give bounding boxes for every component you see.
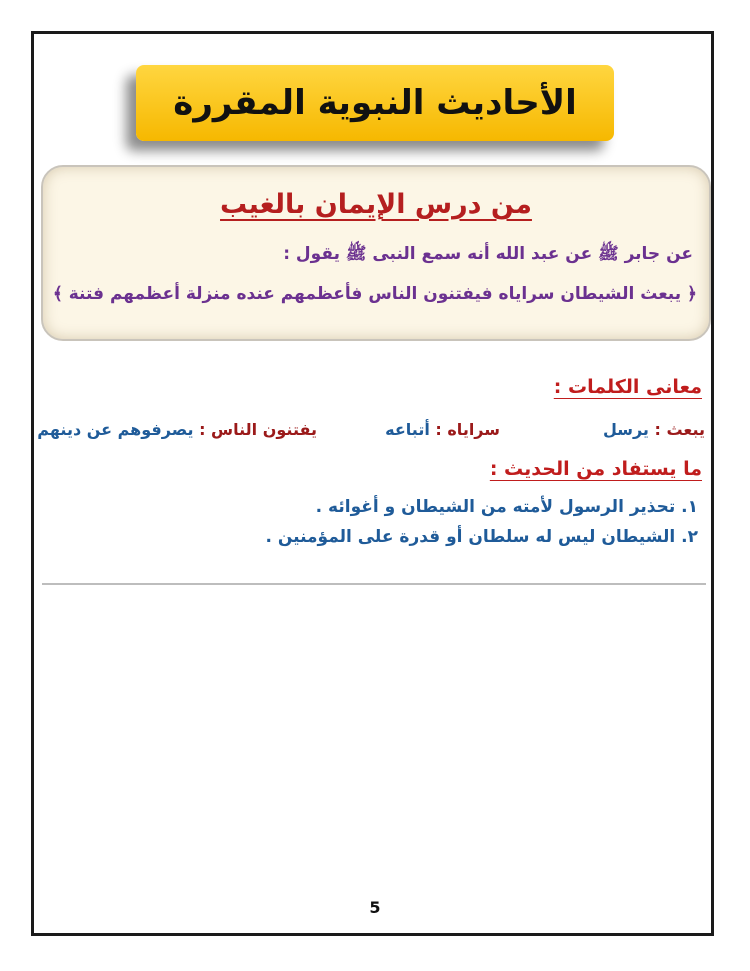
divider bbox=[42, 583, 706, 585]
lesson-title: من درس الإيمان بالغيب bbox=[220, 189, 532, 220]
lessons-heading: ما يستفاد من الحديث : bbox=[489, 458, 702, 480]
hadith-narration: عن جابر ﷺ عن عبد الله أنه سمع النبى ﷺ يقول : bbox=[283, 244, 693, 264]
vocab-meaning: يرسل bbox=[602, 420, 649, 439]
vocab-meaning: أتباعه bbox=[385, 420, 430, 439]
vocab-meaning: يصرفوهم عن دينهم bbox=[37, 420, 194, 439]
vocab-term: يفتنون الناس : bbox=[199, 420, 317, 439]
hadith-card bbox=[41, 165, 711, 341]
vocab-term: سراياه : bbox=[435, 420, 500, 439]
lesson-item: ١. تحذير الرسول لأمته من الشيطان و أغوائه . bbox=[315, 497, 698, 517]
vocabulary-heading: معانى الكلمات : bbox=[553, 376, 702, 398]
vocab-term: يبعث : bbox=[654, 420, 705, 439]
hadith-text: ﴿ يبعث الشيطان سراياه فيفتنون الناس فأعظمهم عنده منزلة أعظمهم فتنة ﴾ bbox=[52, 284, 697, 304]
lesson-item: ٢. الشيطان ليس له سلطان أو قدرة على المؤمنين . bbox=[265, 527, 698, 547]
vocab-item bbox=[37, 420, 317, 439]
vocab-item bbox=[603, 420, 705, 439]
title-banner bbox=[136, 65, 614, 141]
page-title: الأحاديث النبوية المقررة bbox=[173, 83, 577, 123]
vocab-item bbox=[385, 420, 500, 439]
page-number: 5 bbox=[369, 898, 381, 917]
